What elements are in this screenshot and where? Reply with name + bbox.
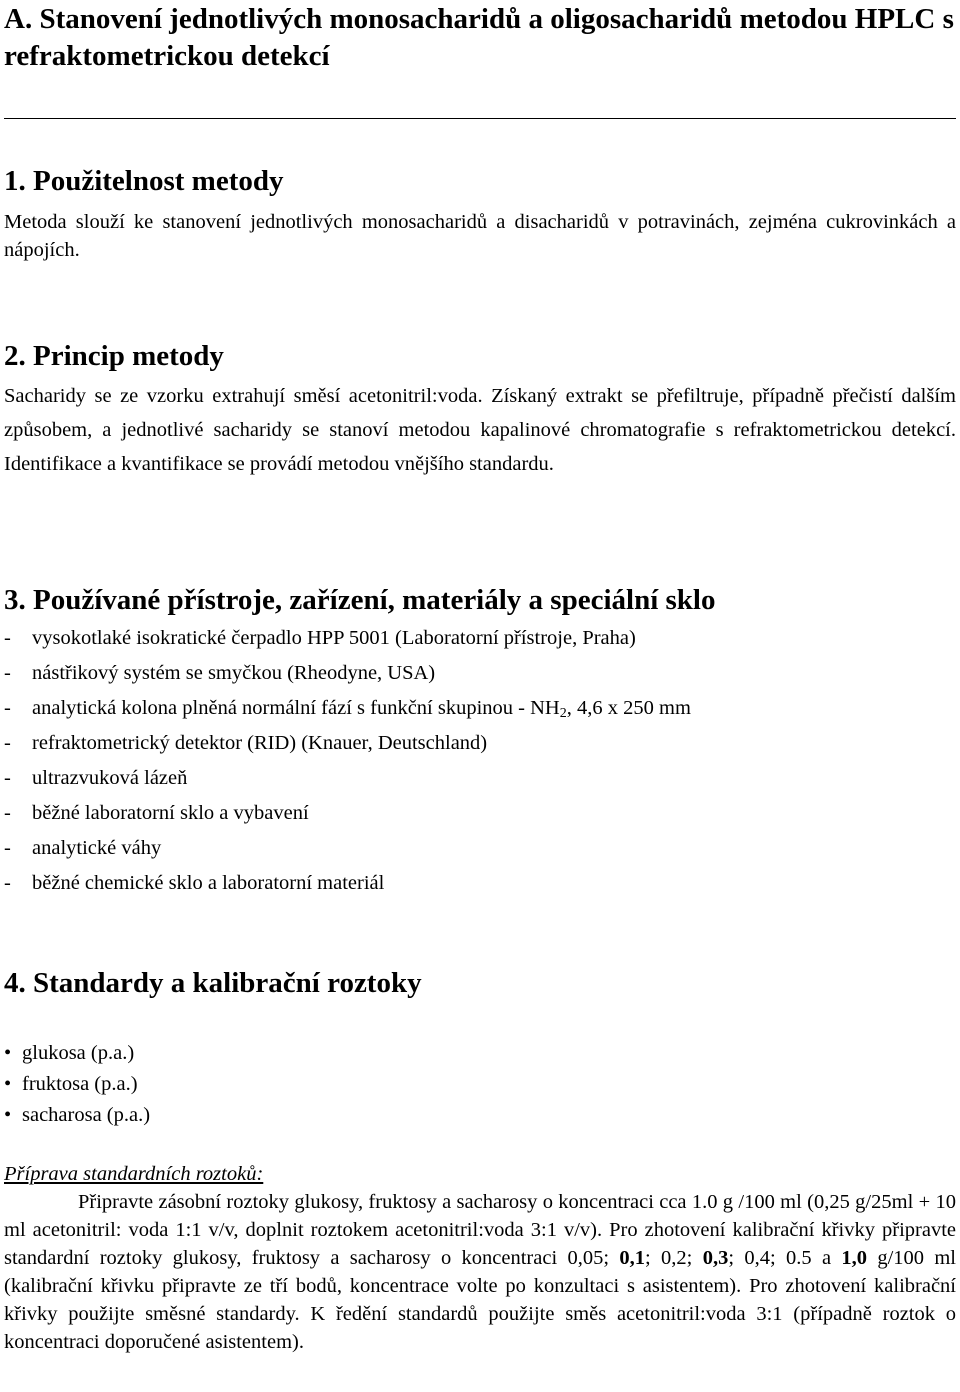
section3-heading: 3. Používané přístroje, zařízení, materiály a speciální sklo — [4, 584, 716, 616]
list-item: - refraktometrický detektor (RID) (Knauer, Deutschland) — [4, 732, 488, 754]
document-title: A. Stanovení jednotlivých monosacharidů a oligosacharidů metodou HPLC s refraktometrickou detekcí — [4, 3, 954, 72]
preparation-subheading: Příprava standardních roztoků: — [4, 1163, 264, 1185]
list-item: - vysokotlaké isokratické čerpadlo HPP 5001 (Laboratorní přístroje, Praha) — [4, 627, 636, 649]
bullet-icon: • — [4, 1042, 12, 1064]
bullet-icon: • — [4, 1073, 12, 1095]
list-item: - ultrazvuková lázeň — [4, 767, 188, 789]
list-item: • fruktosa (p.a.) — [4, 1069, 150, 1100]
preparation-text: Připravte zásobní roztoky glukosy, fruktosy a sacharosy o koncentraci cca 1.0 g /100 ml (0,25 g/25ml + 10 ml acetonitril: voda 1:1 v/v, doplnit roztokem acetonitril:voda 3:1 v/v). Pro zhotovení kalibrační křivky připravte standardní roztoky glukosy, fruktosy a sacharosy o koncentraci 0,05; 0,1; 0,2; 0,3; 0,4; 0.5 a 1,0 g/100 ml (kalibrační křivku připravte ze tří bodů, koncentrace volte po konzultaci s asistentem). Pro zhotovení kalibrační křivky použijte směsné standardy. K ředění standardů použijte směs acetonitril:voda 3:1 (případně roztok o koncentraci doporučené asistentem). — [4, 1191, 956, 1353]
section1-text: Metoda slouží ke stanovení jednotlivých monosacharidů a disacharidů v potravinách, zejména cukrovinkách a nápojích. — [4, 211, 956, 261]
section4-heading: 4. Standardy a kalibrační roztoky — [4, 967, 422, 999]
list-item: - analytické váhy — [4, 837, 162, 859]
list-item: - běžné chemické sklo a laboratorní materiál — [4, 872, 385, 894]
title-divider — [4, 118, 956, 119]
standards-list — [4, 1038, 150, 1131]
list-item: - běžné laboratorní sklo a vybavení — [4, 802, 309, 824]
section2-heading: 2. Princip metody — [4, 340, 224, 372]
list-item: • glukosa (p.a.) — [4, 1038, 150, 1069]
list-item: • sacharosa (p.a.) — [4, 1100, 150, 1131]
list-item: - nástřikový systém se smyčkou (Rheodyne, USA) — [4, 662, 436, 684]
equipment-list — [4, 621, 691, 901]
section2-text: Sacharidy se ze vzorku extrahují směsí acetonitril:voda. Získaný extrakt se přefiltruje, případně přečistí dalším způsobem, a jednotlivé sacharidy se stanoví metodou kapalinové chromatografie s refraktometrickou detekcí. Identifikace a kvantifikace se provádí metodou vnějšího standardu. — [4, 385, 956, 475]
section1-heading: 1. Použitelnost metody — [4, 165, 284, 197]
bullet-icon: • — [4, 1104, 12, 1126]
list-item: - analytická kolona plněná normální fází s funkční skupinou - $NH_2$, 4,6 x 250 mm — [4, 697, 691, 721]
